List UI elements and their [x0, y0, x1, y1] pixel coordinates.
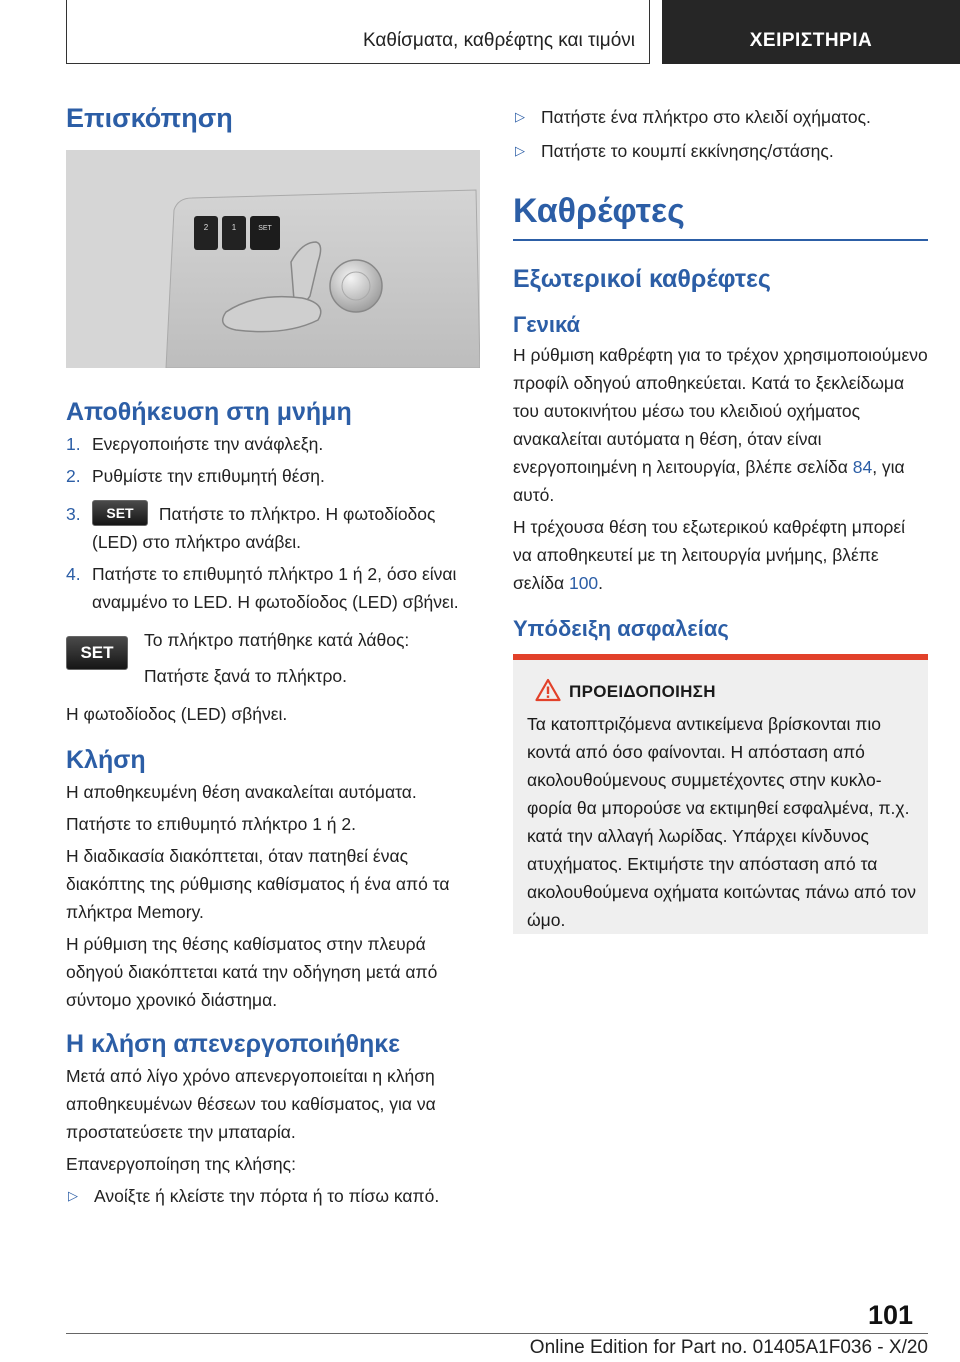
- header-frame: [66, 0, 650, 64]
- step-4: [66, 560, 480, 616]
- warning-triangle-icon: [535, 678, 561, 702]
- recall-p1: Η αποθηκευμένη θέση ανακαλείται αυτόματα.: [66, 782, 417, 802]
- step-2-text: Ρυθμίστε την επιθυμητή θέση.: [92, 466, 325, 486]
- deactivated-bullet-text: Ανοίξτε ή κλείστε την πόρτα ή το πίσω καπό.: [94, 1186, 440, 1206]
- mirrors-heading: Καθρέφτες: [513, 192, 685, 230]
- arrow-icon: ▷: [515, 109, 525, 124]
- overview-heading: Επισκόπηση: [66, 103, 233, 133]
- general-heading: Γενικά: [513, 312, 581, 337]
- note-line-1: Το πλήκτρο πατήθηκε κατά λάθος:: [144, 630, 410, 650]
- recall-heading: Κλήση: [66, 746, 146, 774]
- arrow-icon: ▷: [68, 1188, 78, 1203]
- step-1: [66, 430, 480, 458]
- seat-controls-illustration: [66, 150, 480, 368]
- page-link-84[interactable]: 84: [852, 457, 873, 477]
- storage-heading: Αποθήκευση στη μνήμη: [66, 398, 352, 426]
- footer-rule: [66, 1333, 928, 1334]
- recall-p2: Πατήστε το επιθυμητό πλήκτρο 1 ή 2.: [66, 814, 356, 834]
- right-bullet-1: [513, 103, 928, 131]
- seat-controls-photo: [66, 150, 480, 368]
- set-button-label: SET: [258, 225, 272, 232]
- section-tab-label: ΧΕΙΡΙΣΤΗΡΙΑ: [749, 30, 873, 51]
- step-2-number: 2.: [66, 466, 81, 486]
- general-p1: [513, 341, 928, 509]
- right-bullet-2-text: Πατήστε το κουμπί εκκίνησης/στάσης.: [541, 141, 834, 161]
- heading-rule: [513, 239, 928, 241]
- right-text-column: [513, 103, 928, 643]
- general-p2: [513, 513, 928, 597]
- step-4-text: Πατήστε το επιθυμητό πλήκτρο 1 ή 2, όσο είναι αναμμένο το LED. Η φωτοδίοδος (LED) σβήνει.: [92, 564, 459, 612]
- warning-box: [513, 660, 928, 934]
- deactivated-bullet: [66, 1182, 480, 1210]
- deactivated-p2: Επανεργοποίηση της κλήσης:: [66, 1154, 296, 1174]
- step-4-number: 4.: [66, 564, 81, 584]
- set-key-icon: SET: [92, 500, 148, 526]
- recall-p4: Η ρύθμιση της θέσης καθίσματος στην πλευρά οδηγού διακόπτεται κατά την οδήγηση μετά από σύντομο χρονικό διάστημα.: [66, 934, 438, 1010]
- note-line-2: Πατήστε ξανά το πλήκτρο.: [144, 666, 348, 686]
- general-p1-end: , για αυτό.: [513, 457, 905, 505]
- memory-button-2-label: 2: [203, 223, 209, 232]
- step-1-text: Ενεργοποιήστε την ανάφλεξη.: [92, 434, 324, 454]
- warning-title: ΠΡΟΕΙΔΟΠΟΙΗΣΗ: [569, 682, 716, 701]
- page-link-100[interactable]: 100: [568, 573, 599, 593]
- deactivated-heading: Η κλήση απενεργοποιήθηκε: [66, 1030, 401, 1058]
- step-3-text: Πατήστε το πλήκτρο. Η φωτοδίοδος (LED) στο πλήκτρο ανάβει.: [92, 504, 436, 552]
- general-p1-text: Η ρύθμιση καθρέφτη για το τρέχον χρησιμοποιούμενο προφίλ οδηγού αποθηκεύεται. Κατά το ξεκλείδωμα του αυτοκινήτου μέσω του κλειδιού οχήματος ανακαλείται αυτόματα η θέση, όταν είναι ενεργοποιημένη η λειτουργία, βλέπε σελίδα: [513, 345, 928, 477]
- deactivated-p1: Μετά από λίγο χρόνο απενεργοποιείται η κλήση αποθηκευμένων θέσεων του καθίσματος, για να προστατεύσετε την μπαταρία.: [66, 1066, 436, 1142]
- general-p2-end: .: [598, 573, 604, 593]
- warning-header: [527, 678, 916, 708]
- note-after: Η φωτοδίοδος (LED) σβήνει.: [66, 704, 288, 724]
- recall-p3: Η διαδικασία διακόπτεται, όταν πατηθεί ένας διακόπτης της ρύθμισης καθίσματος ή ένα από τα πλήκτρα Memory.: [66, 846, 450, 922]
- exterior-heading: Εξωτερικοί καθρέφτες: [513, 265, 771, 293]
- step-2: [66, 462, 480, 490]
- step-1-number: 1.: [66, 434, 81, 454]
- step-3: [66, 500, 480, 556]
- left-text-column: [66, 398, 480, 1210]
- warning-text: Τα κατοπτριζόμενα αντικείμενα βρίσκονται πιο κοντά από όσο φαίνονται. Η απόσταση από ακολουθούμενους συμμετέχοντες στην κυκλοφορία θα μπορούσε να εκτιμηθεί εσφαλμένα, π.χ. κατά την αλλαγή λωρίδας. Υπάρχει κίνδυνος ατυχήματος. Εκτιμήστε την απόσταση από τα ακολουθούμενα οχήματα κοιτώντας πάνω από τον ώμο.: [527, 714, 916, 930]
- page-number: 101: [868, 1300, 914, 1330]
- chapter-title: Καθίσματα, καθρέφτης και τιμόνι: [362, 30, 635, 51]
- general-p2-text: Η τρέχουσα θέση του εξωτερικού καθρέφτη μπορεί να αποθηκευτεί με τη λειτουργία μνήμης, βλέπε σελίδα: [513, 517, 906, 593]
- right-bullet-1-text: Πατήστε ένα πλήκτρο στο κλειδί οχήματος.: [541, 107, 871, 127]
- section-tab[interactable]: [662, 0, 960, 64]
- right-bullet-2: [513, 137, 928, 165]
- arrow-icon: ▷: [515, 143, 525, 158]
- note-box: [66, 626, 480, 696]
- step-3-number: 3.: [66, 504, 81, 524]
- safety-heading: Υπόδειξη ασφαλείας: [513, 616, 729, 641]
- page-header: [66, 0, 960, 64]
- footer-edition: Online Edition for Part no. 01405A1F036 - X/20: [529, 1337, 928, 1358]
- memory-button-1-label: 1: [231, 223, 237, 232]
- set-key-large-icon: SET: [66, 636, 128, 670]
